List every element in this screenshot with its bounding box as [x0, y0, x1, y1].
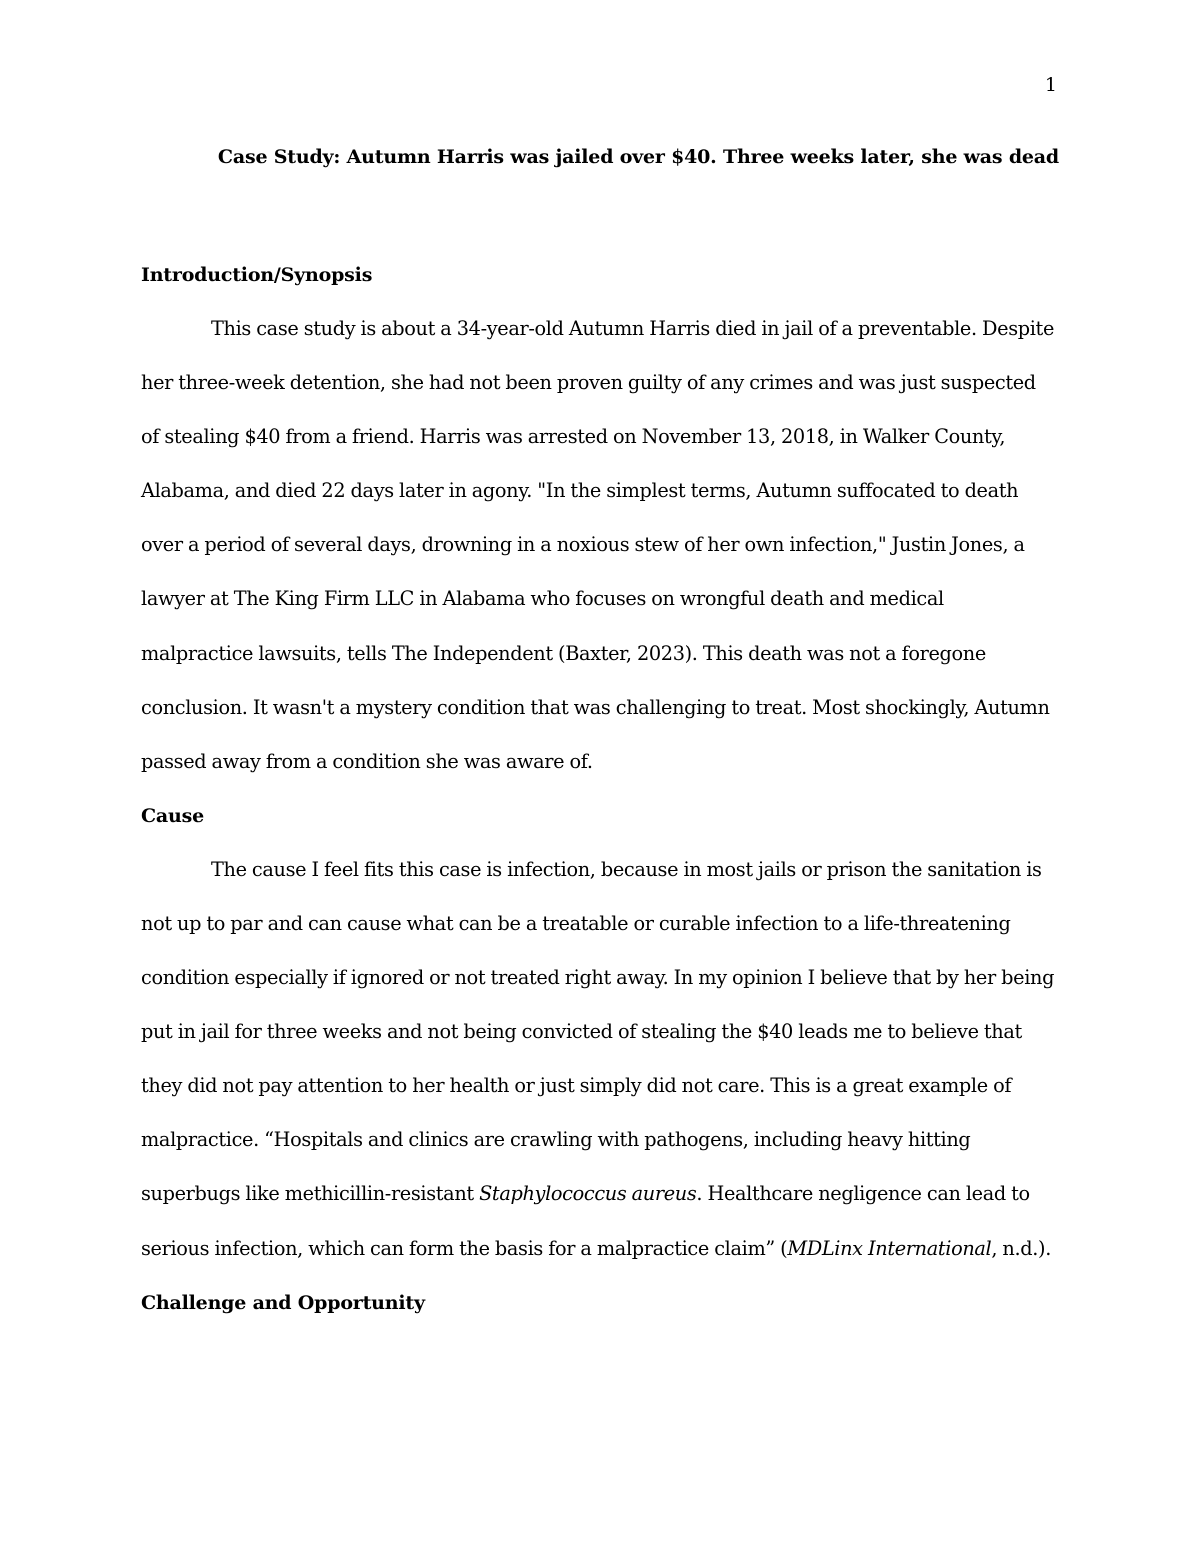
heading-introduction-synopsis: Introduction/Synopsis	[141, 264, 373, 286]
document-title: Case Study: Autumn Harris was jailed over $40. Three weeks later, she was dead	[217, 146, 1059, 168]
paragraph-cause	[141, 843, 1059, 1276]
document-body	[141, 140, 1059, 1330]
cause-text-part-3: , n.d.).	[991, 1236, 1052, 1260]
cause-italic-species: Staphylococcus aureus	[479, 1182, 697, 1206]
cause-text-part-2: . Healthcare negligence can lead to serious infection, which can form the basis for a malpractice claim” (	[141, 1182, 1030, 1260]
page-number: 1	[1044, 74, 1057, 96]
heading-cause: Cause	[141, 804, 205, 827]
paragraph-introduction: This case study is about a 34-year-old Autumn Harris died in jail of a preventable. Despite her three-week detention, she had not been proven guilty of any crimes and was just suspected of stealing $40 from a friend. Harris was arrested on November 13, 2018, in Walker County, Alabama, and died 22 days later in agony. "In the simplest terms, Autumn suffocated to death over a period of several days, drowning in a noxious stew of her own infection," Justin Jones, a lawyer at The King Firm LLC in Alabama who focuses on wrongful death and medical malpractice lawsuits, tells The Independent (Baxter, 2023). This death was not a foregone conclusion. It wasn't a mystery condition that was challenging to treat. Most shockingly, Autumn passed away from a condition she was aware of.	[141, 317, 1055, 773]
heading-challenge-and-opportunity: Challenge and Opportunity	[141, 1291, 425, 1314]
cause-italic-source: MDLinx International	[787, 1236, 992, 1260]
cause-text-part-1: The cause I feel fits this case is infection, because in most jails or prison the sanitation is not up to par and can cause what can be a treatable or curable infection to a life-threatening condition especially if ignored or not treated right away. In my opinion I believe that by her being put in jail for three weeks and not being convicted of stealing the $40 leads me to believe that they did not pay attention to her health or just simply did not care. This is a great example of malpractice. “Hospitals and clinics are crawling with pathogens, including heavy hitting superbugs like methicillin-resistant	[141, 857, 1055, 1206]
